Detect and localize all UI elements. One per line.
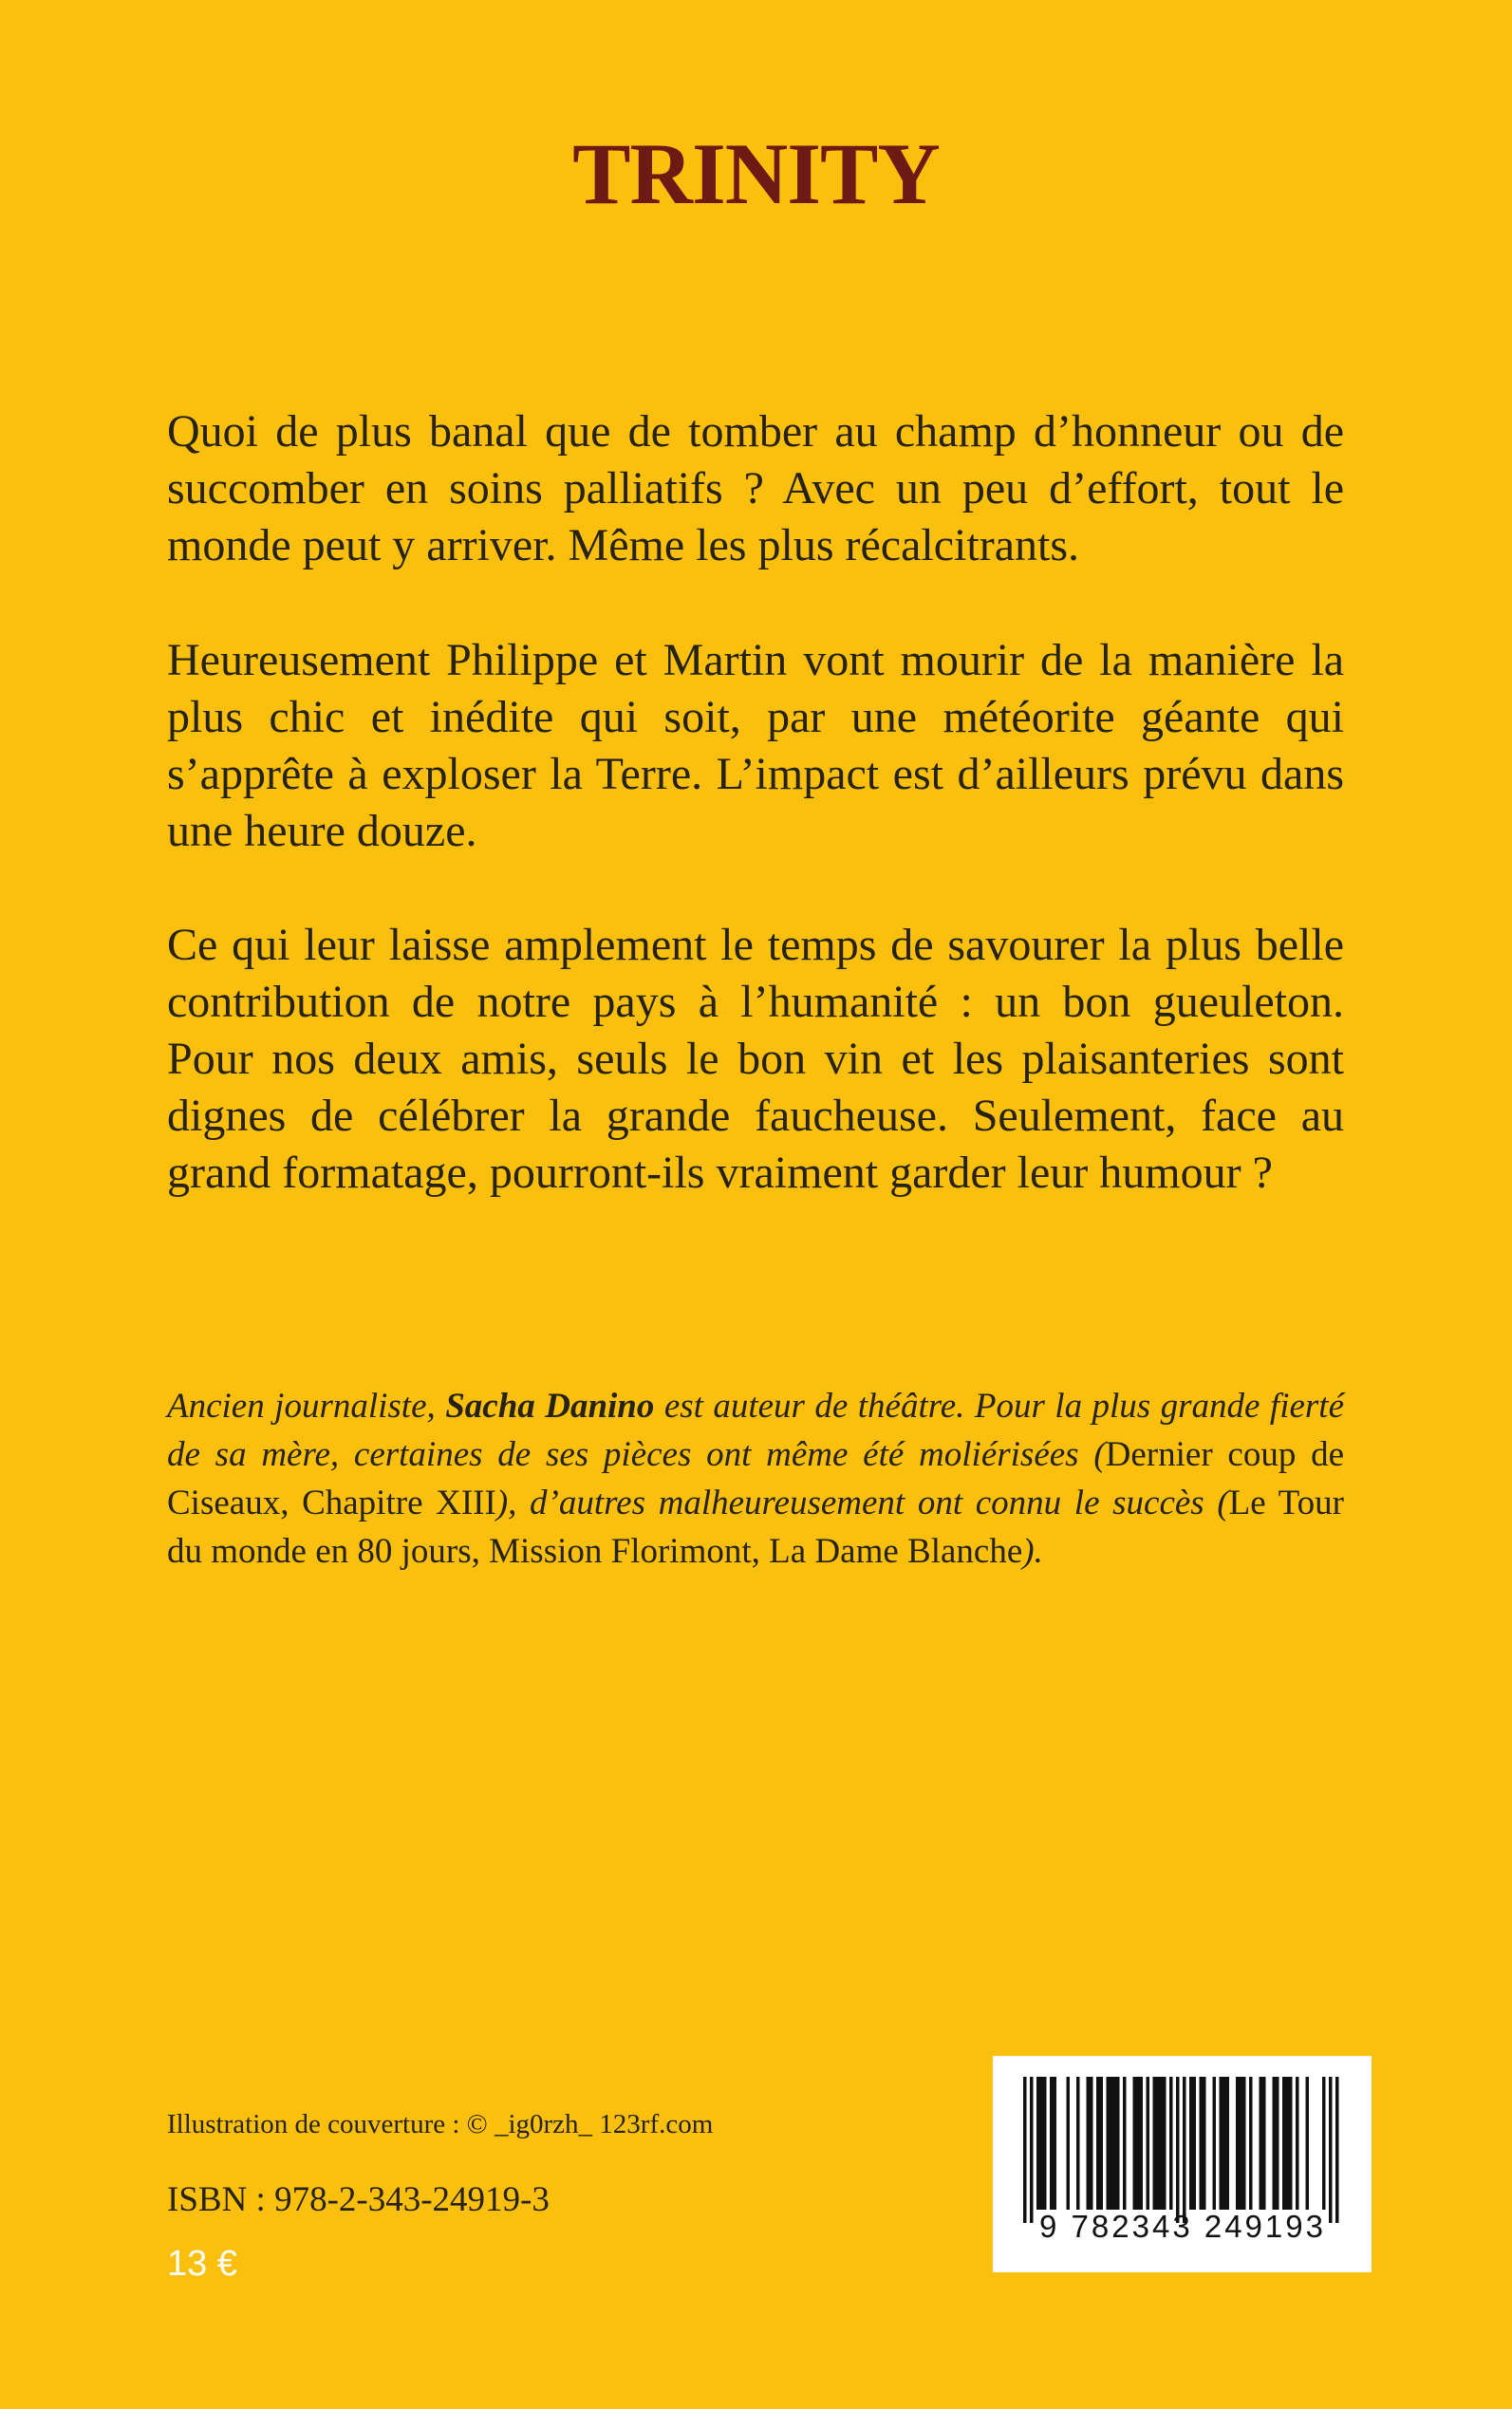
barcode [993, 2056, 1372, 2272]
barcode-bar [1306, 2077, 1310, 2210]
barcode-bar [1260, 2077, 1263, 2210]
barcode-bar [1107, 2077, 1111, 2210]
barcode-bar [1123, 2077, 1127, 2210]
author-bio [167, 1382, 1344, 1576]
bio-intro: Ancien journaliste, [167, 1387, 446, 1426]
barcode-bar [1296, 2077, 1299, 2210]
isbn: ISBN : 978-2-343-24919-3 [167, 2180, 550, 2219]
barcode-bar [1236, 2077, 1240, 2210]
blurb-paragraph-3: Ce qui leur laisse amplement le temps de savourer la plus belle contribution de notre pays à l’humanité : un bon gueuleton. Pour nos deux amis, seuls le bon vin et les plaisanteries sont dignes de célébrer la grande faucheuse. Seulement, face au grand formatage, pourront-ils vraiment garder leur humour ? [167, 920, 1344, 1198]
barcode-bar [1050, 2077, 1054, 2210]
barcode-bar [1213, 2077, 1217, 2210]
barcode-bar [1335, 2077, 1339, 2223]
barcode-bar [1286, 2077, 1290, 2210]
barcode-bar [1189, 2077, 1193, 2210]
barcode-bar [1176, 2077, 1180, 2223]
barcode-bar [1223, 2077, 1226, 2210]
barcode-bar [1116, 2077, 1120, 2210]
barcode-bar [1087, 2077, 1091, 2210]
barcode-bar [1040, 2077, 1044, 2210]
barcode-bar [1240, 2077, 1243, 2210]
blurb-paragraph-1: Quoi de plus banal que de tomber au champ d’honneur ou de succomber en soins palliatifs ? Avec un peu d’effort, tout le monde peut y arriver. Même les plus récalcitrants. [167, 406, 1344, 570]
barcode-bar [1096, 2077, 1100, 2210]
barcode-bar [1153, 2077, 1157, 2210]
bio-text-2: ), d’autres malheureusement ont connu le succès ( [495, 1484, 1229, 1522]
barcode-bar [1156, 2077, 1160, 2210]
barcode-bar [1262, 2077, 1266, 2210]
barcode-bar [1226, 2077, 1230, 2210]
barcode-bar [1076, 2077, 1080, 2210]
barcode-bar [1282, 2077, 1286, 2210]
barcode-bar [1036, 2077, 1040, 2210]
barcode-bar [1030, 2077, 1034, 2223]
barcode-bar [1140, 2077, 1144, 2210]
barcode-bar [1169, 2077, 1173, 2210]
barcode-bar [1023, 2077, 1027, 2223]
barcode-bar [1113, 2077, 1117, 2210]
barcode-bar [1090, 2077, 1093, 2210]
barcode-bar [1203, 2077, 1206, 2210]
barcode-bar [1136, 2077, 1140, 2210]
barcode-bar [1043, 2077, 1047, 2210]
barcode-bar [1100, 2077, 1104, 2210]
bio-text-1: est auteur de théâtre. Pour la plus grande fierté de sa mère, certaines de ses pièces ont même été moliérisées ( [167, 1387, 1344, 1474]
barcode-bar [1242, 2077, 1246, 2210]
bio-text-3: ). [1022, 1532, 1043, 1571]
book-title: TRINITY [572, 125, 940, 222]
barcode-bar [1329, 2077, 1333, 2223]
barcode-bar [1273, 2077, 1277, 2210]
barcode-bar [1163, 2077, 1167, 2210]
barcode-bar [1200, 2077, 1204, 2210]
barcode-bar [1289, 2077, 1293, 2210]
barcode-bar [1193, 2077, 1197, 2210]
barcode-bar [1322, 2077, 1326, 2210]
barcode-bar [1054, 2077, 1057, 2210]
blurb-paragraph-2: Heureusement Philippe et Martin vont mourir de la manière la plus chic et inédite qui soit, par une météorite géante qui s’apprête à exploser la Terre. L’impact est d’ailleurs prévu dans une heure douze. [167, 635, 1344, 856]
author-name: Sacha Danino [445, 1387, 655, 1426]
barcode-bar [1249, 2077, 1253, 2210]
price: 13 € [167, 2244, 237, 2284]
barcode-bar [1220, 2077, 1223, 2210]
bio-works-1: Dernier coup de Ciseaux, Chapitre XIII [167, 1435, 1344, 1522]
barcode-bar [1183, 2077, 1186, 2223]
barcode-bar [1276, 2077, 1279, 2210]
barcode-bar [1110, 2077, 1113, 2210]
bio-works-2: Le Tour du monde en 80 jours, Mission Florimont, La Dame Blanche [167, 1484, 1344, 1571]
barcode-bar [1067, 2077, 1071, 2210]
barcode-bar [1147, 2077, 1150, 2210]
barcode-bar [1133, 2077, 1137, 2210]
cover-illustration-credit: Illustration de couverture : © _ig0rzh_ 123rf.com [167, 2109, 714, 2139]
barcode-digits: 9 782343 249193 [1039, 2209, 1326, 2244]
barcode-bar [1160, 2077, 1164, 2210]
